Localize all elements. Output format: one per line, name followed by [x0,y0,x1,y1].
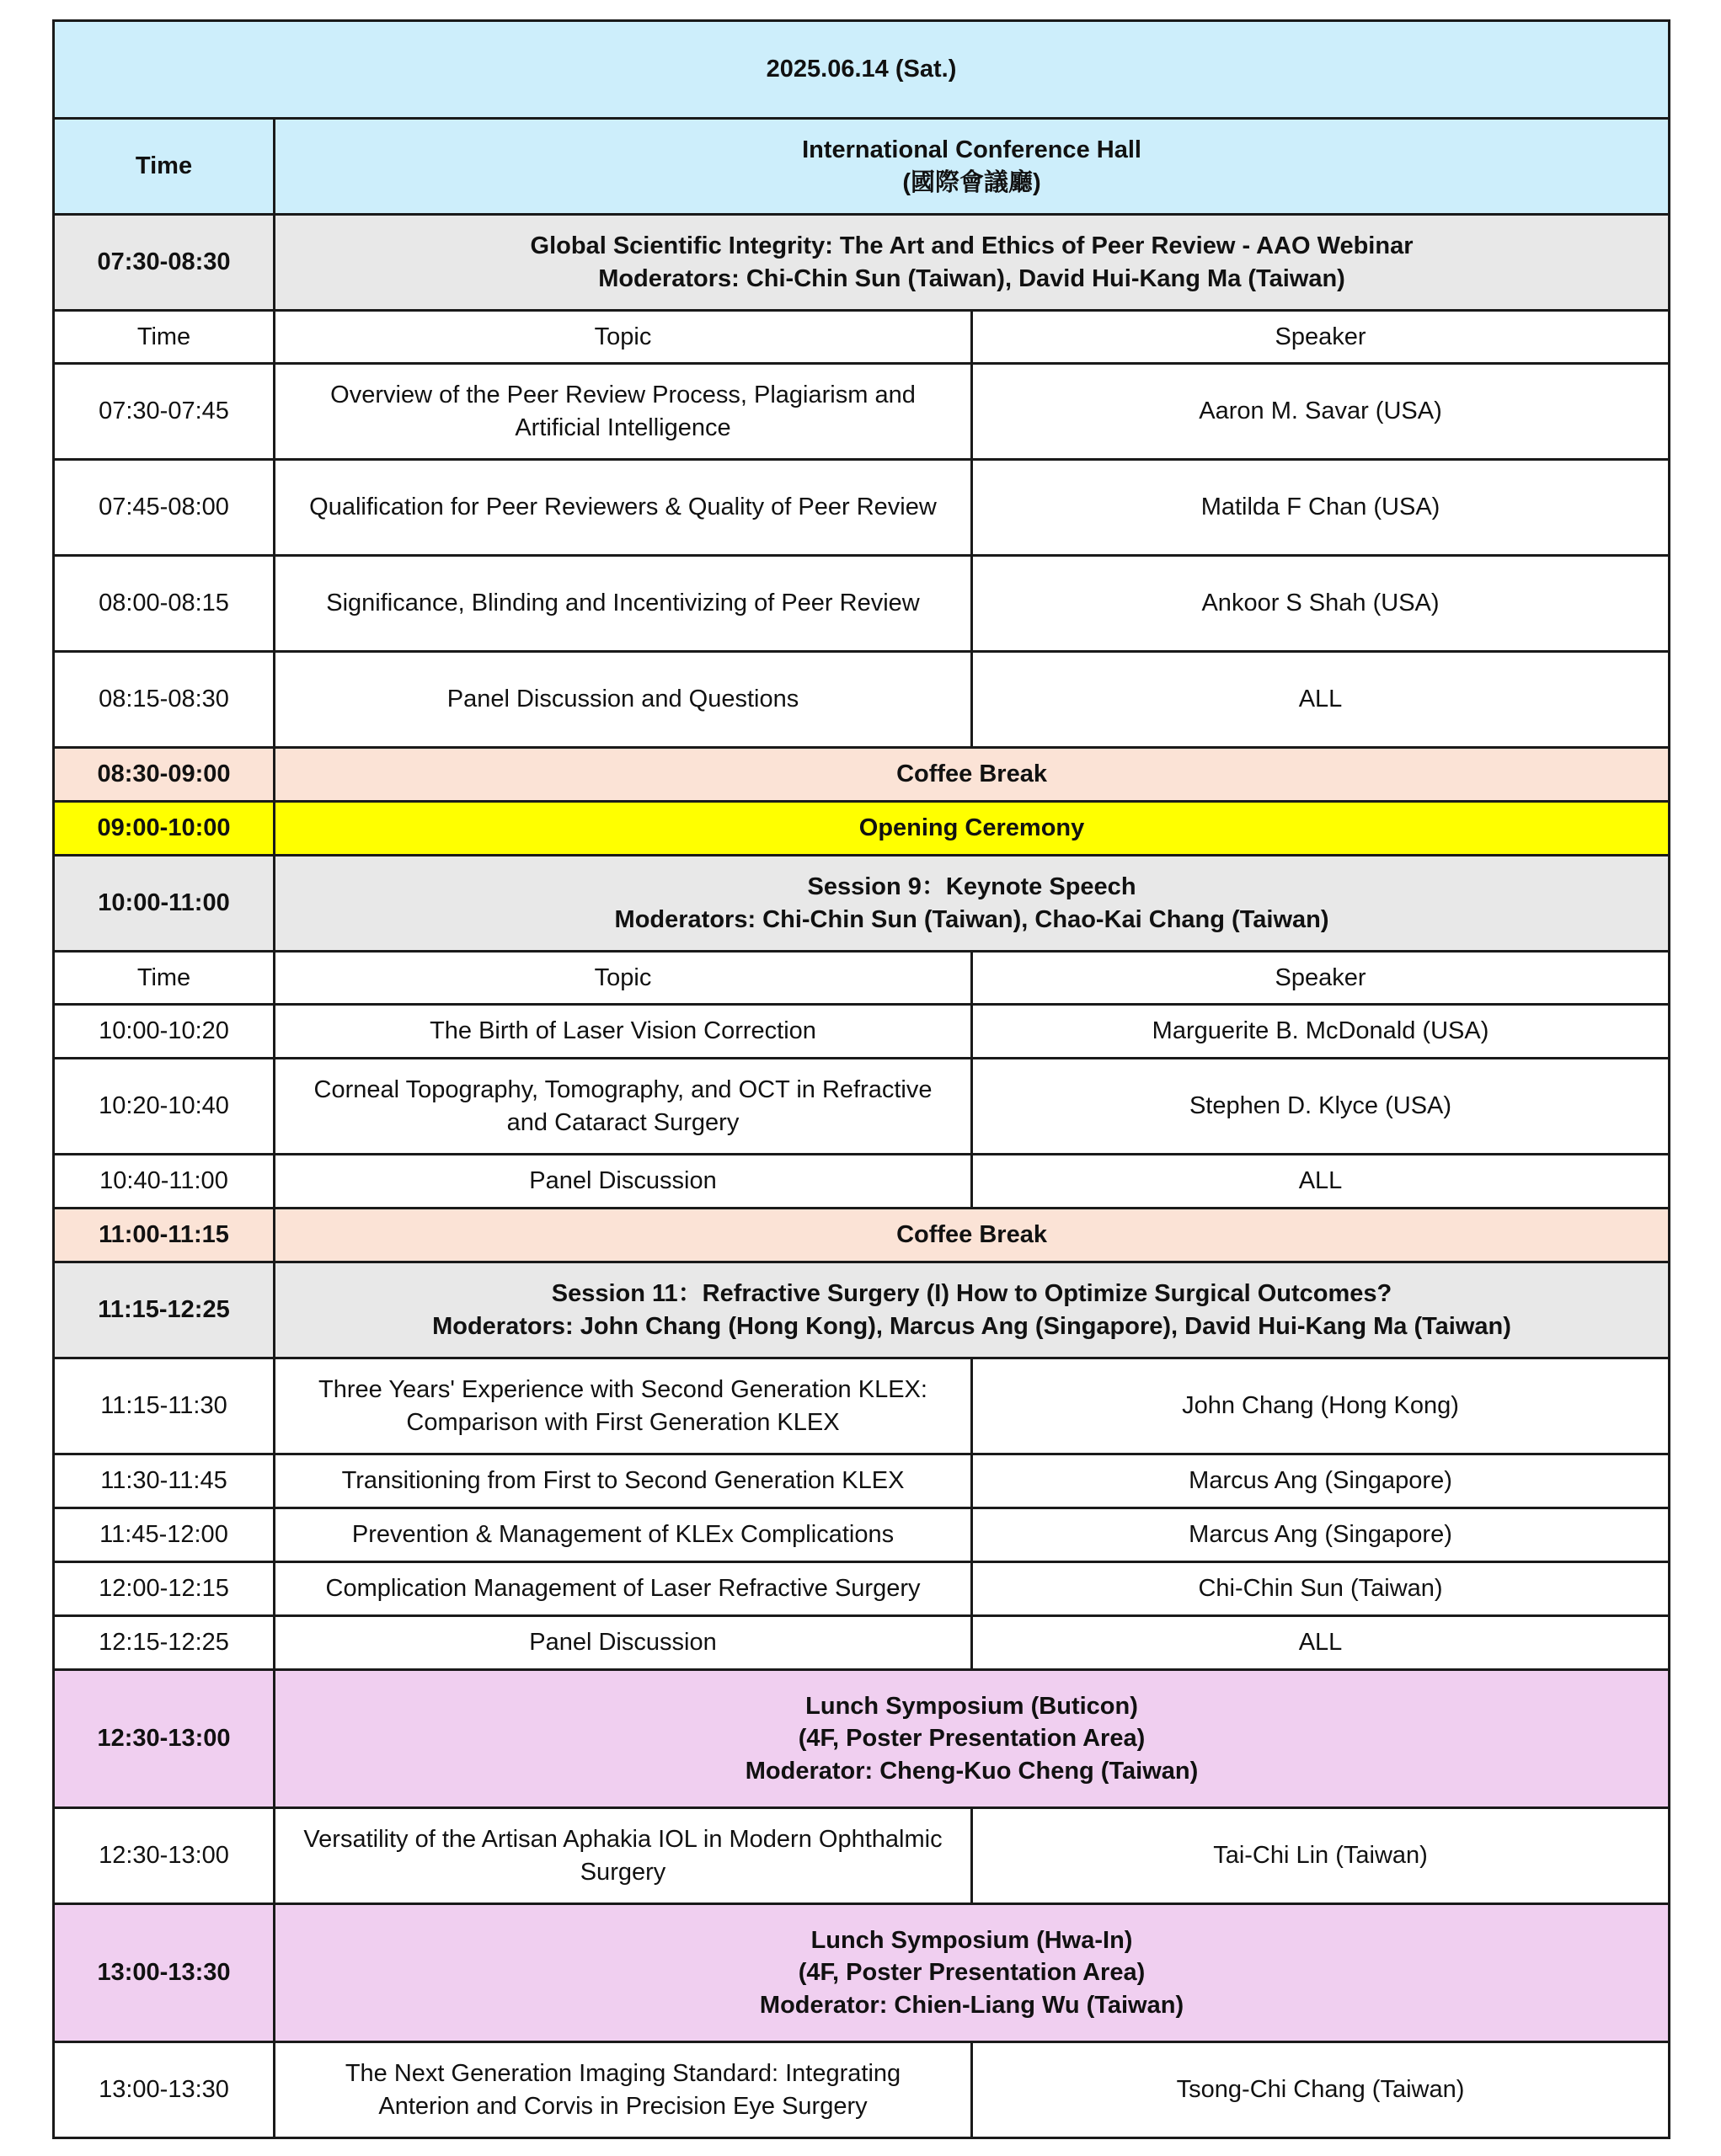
talk-speaker: Tai-Chi Lin (Taiwan) [972,1808,1670,1904]
talk-time: 07:45-08:00 [54,460,275,556]
talk-topic [275,1005,972,1059]
talk-topic-line: Artificial Intelligence [515,414,731,441]
talk-row [54,1616,1670,1670]
session-title-line: Global Scientific Integrity: The Art and Ethics of Peer Review - AAO Webinar [530,232,1414,260]
talk-topic-line: Complication Management of Laser Refractive Surgery [325,1575,921,1603]
session-time: 10:00-11:00 [54,856,275,952]
session-title-line: (4F, Poster Presentation Area) [798,1959,1146,1987]
session-time: 11:00-11:15 [54,1209,275,1262]
venue-header [275,119,1670,215]
talk-topic [275,460,972,556]
session-title-line: Moderators: John Chang (Hong Kong), Marcus Ang (Singapore), David Hui-Kang Ma (Taiwan) [432,1312,1511,1340]
talk-topic-line: The Birth of Laser Vision Correction [430,1017,816,1045]
column-header-time: Time [54,311,275,364]
talk-topic-line: Comparison with First Generation KLEX [406,1408,840,1436]
talk-topic [275,1616,972,1670]
talk-topic [275,364,972,460]
session-title-line: Moderator: Chien-Liang Wu (Taiwan) [759,1991,1184,2019]
talk-topic-line: Panel Discussion [529,1629,717,1657]
talk-row [54,556,1670,652]
talk-topic [275,1358,972,1454]
talk-speaker: Stephen D. Klyce (USA) [972,1059,1670,1155]
session-row [54,1904,1670,2042]
talk-time: 12:30-13:00 [54,1808,275,1904]
talk-topic-line: Anterion and Corvis in Precision Eye Surgery [378,2092,868,2120]
column-header-row [54,952,1670,1005]
talk-topic-line: Significance, Blinding and Incentivizing of Peer Review [326,590,920,617]
talk-topic [275,652,972,748]
venue-name-chinese: (國際會議廳) [902,168,1041,196]
session-title [275,1670,1670,1808]
session-row [54,1262,1670,1358]
talk-topic-line: Surgery [580,1858,666,1886]
talk-topic-line: Versatility of the Artisan Aphakia IOL in Modern Ophthalmic [303,1826,943,1854]
column-header-speaker: Speaker [972,952,1670,1005]
talk-speaker: ALL [972,1616,1670,1670]
talk-topic-line: The Next Generation Imaging Standard: Integrating [345,2060,901,2088]
talk-topic [275,1155,972,1209]
talk-time: 08:15-08:30 [54,652,275,748]
session-time: 09:00-10:00 [54,802,275,856]
talk-time: 07:30-07:45 [54,364,275,460]
talk-time: 11:30-11:45 [54,1454,275,1508]
talk-row [54,1155,1670,1209]
talk-topic-line: and Cataract Surgery [506,1108,740,1136]
session-title [275,856,1670,952]
talk-speaker: Marcus Ang (Singapore) [972,1454,1670,1508]
session-row [54,1209,1670,1262]
talk-time: 10:20-10:40 [54,1059,275,1155]
talk-row [54,1808,1670,1904]
session-title-line: Coffee Break [896,1221,1047,1249]
talk-speaker: Tsong-Chi Chang (Taiwan) [972,2042,1670,2138]
talk-speaker: Matilda F Chan (USA) [972,460,1670,556]
talk-row [54,1454,1670,1508]
date-title-row [54,21,1670,119]
session-row [54,748,1670,802]
talk-topic-line: Overview of the Peer Review Process, Plagiarism and [330,382,916,409]
column-header-topic: Topic [275,311,972,364]
talk-topic [275,1508,972,1562]
talk-row [54,1508,1670,1562]
column-header-speaker: Speaker [972,311,1670,364]
talk-topic [275,1562,972,1616]
talk-topic-line: Panel Discussion and Questions [446,686,799,713]
session-time: 13:00-13:30 [54,1904,275,2042]
session-title [275,1262,1670,1358]
session-title-line: Session 9：Keynote Speech [807,873,1136,901]
talk-topic [275,1454,972,1508]
talk-speaker: Ankoor S Shah (USA) [972,556,1670,652]
session-row [54,856,1670,952]
talk-row [54,460,1670,556]
talk-time: 11:45-12:00 [54,1508,275,1562]
column-header-topic: Topic [275,952,972,1005]
column-header-row [54,311,1670,364]
talk-row [54,364,1670,460]
talk-speaker: Marcus Ang (Singapore) [972,1508,1670,1562]
talk-time: 10:40-11:00 [54,1155,275,1209]
session-title-line: Moderators: Chi-Chin Sun (Taiwan), David Hui-Kang Ma (Taiwan) [598,264,1345,292]
session-time: 12:30-13:00 [54,1670,275,1808]
talk-topic [275,2042,972,2138]
session-title-line: Lunch Symposium (Hwa-In) [810,1927,1133,1955]
talk-topic-line: Qualification for Peer Reviewers & Quality of Peer Review [309,494,937,521]
talk-speaker: Marguerite B. McDonald (USA) [972,1005,1670,1059]
schedule-table [52,19,1670,2139]
talk-speaker: ALL [972,1155,1670,1209]
session-row [54,802,1670,856]
talk-row [54,2042,1670,2138]
session-title [275,1904,1670,2042]
session-title [275,802,1670,856]
talk-time: 13:00-13:30 [54,2042,275,2138]
talk-topic-line: Transitioning from First to Second Generation KLEX [341,1467,905,1495]
talk-row [54,1358,1670,1454]
date-title: 2025.06.14 (Sat.) [54,21,1670,119]
session-title-line: Moderators: Chi-Chin Sun (Taiwan), Chao-Kai Chang (Taiwan) [614,905,1329,933]
talk-speaker: John Chang (Hong Kong) [972,1358,1670,1454]
venue-name: International Conference Hall [802,136,1141,164]
session-row [54,215,1670,311]
session-time: 11:15-12:25 [54,1262,275,1358]
talk-time: 11:15-11:30 [54,1358,275,1454]
session-title [275,748,1670,802]
session-title [275,215,1670,311]
talk-time: 10:00-10:20 [54,1005,275,1059]
session-title [275,1209,1670,1262]
session-title-line: (4F, Poster Presentation Area) [798,1725,1146,1753]
session-row [54,1670,1670,1808]
talk-speaker: Chi-Chin Sun (Taiwan) [972,1562,1670,1616]
session-title-line: Coffee Break [896,760,1047,788]
column-header-time: Time [54,952,275,1005]
venue-header-row [54,119,1670,215]
session-time: 07:30-08:30 [54,215,275,311]
talk-speaker: ALL [972,652,1670,748]
talk-time: 08:00-08:15 [54,556,275,652]
talk-time: 12:15-12:25 [54,1616,275,1670]
talk-topic-line: Three Years' Experience with Second Generation KLEX: [318,1376,927,1404]
talk-topic-line: Panel Discussion [529,1167,717,1195]
talk-topic-line: Corneal Topography, Tomography, and OCT in Refractive [313,1076,933,1104]
talk-time: 12:00-12:15 [54,1562,275,1616]
talk-row [54,1562,1670,1616]
session-title-line: Lunch Symposium (Buticon) [805,1693,1138,1721]
talk-topic-line: Prevention & Management of KLEx Complications [351,1521,895,1549]
session-title-line: Session 11：Refractive Surgery (I) How to Optimize Surgical Outcomes? [551,1280,1392,1308]
session-title-line: Moderator: Cheng-Kuo Cheng (Taiwan) [745,1757,1199,1785]
session-time: 08:30-09:00 [54,748,275,802]
talk-topic [275,1808,972,1904]
talk-topic [275,1059,972,1155]
talk-row [54,1005,1670,1059]
talk-topic [275,556,972,652]
talk-row [54,1059,1670,1155]
time-column-header: Time [54,119,275,215]
session-title-line: Opening Ceremony [858,814,1085,842]
talk-row [54,652,1670,748]
talk-speaker: Aaron M. Savar (USA) [972,364,1670,460]
